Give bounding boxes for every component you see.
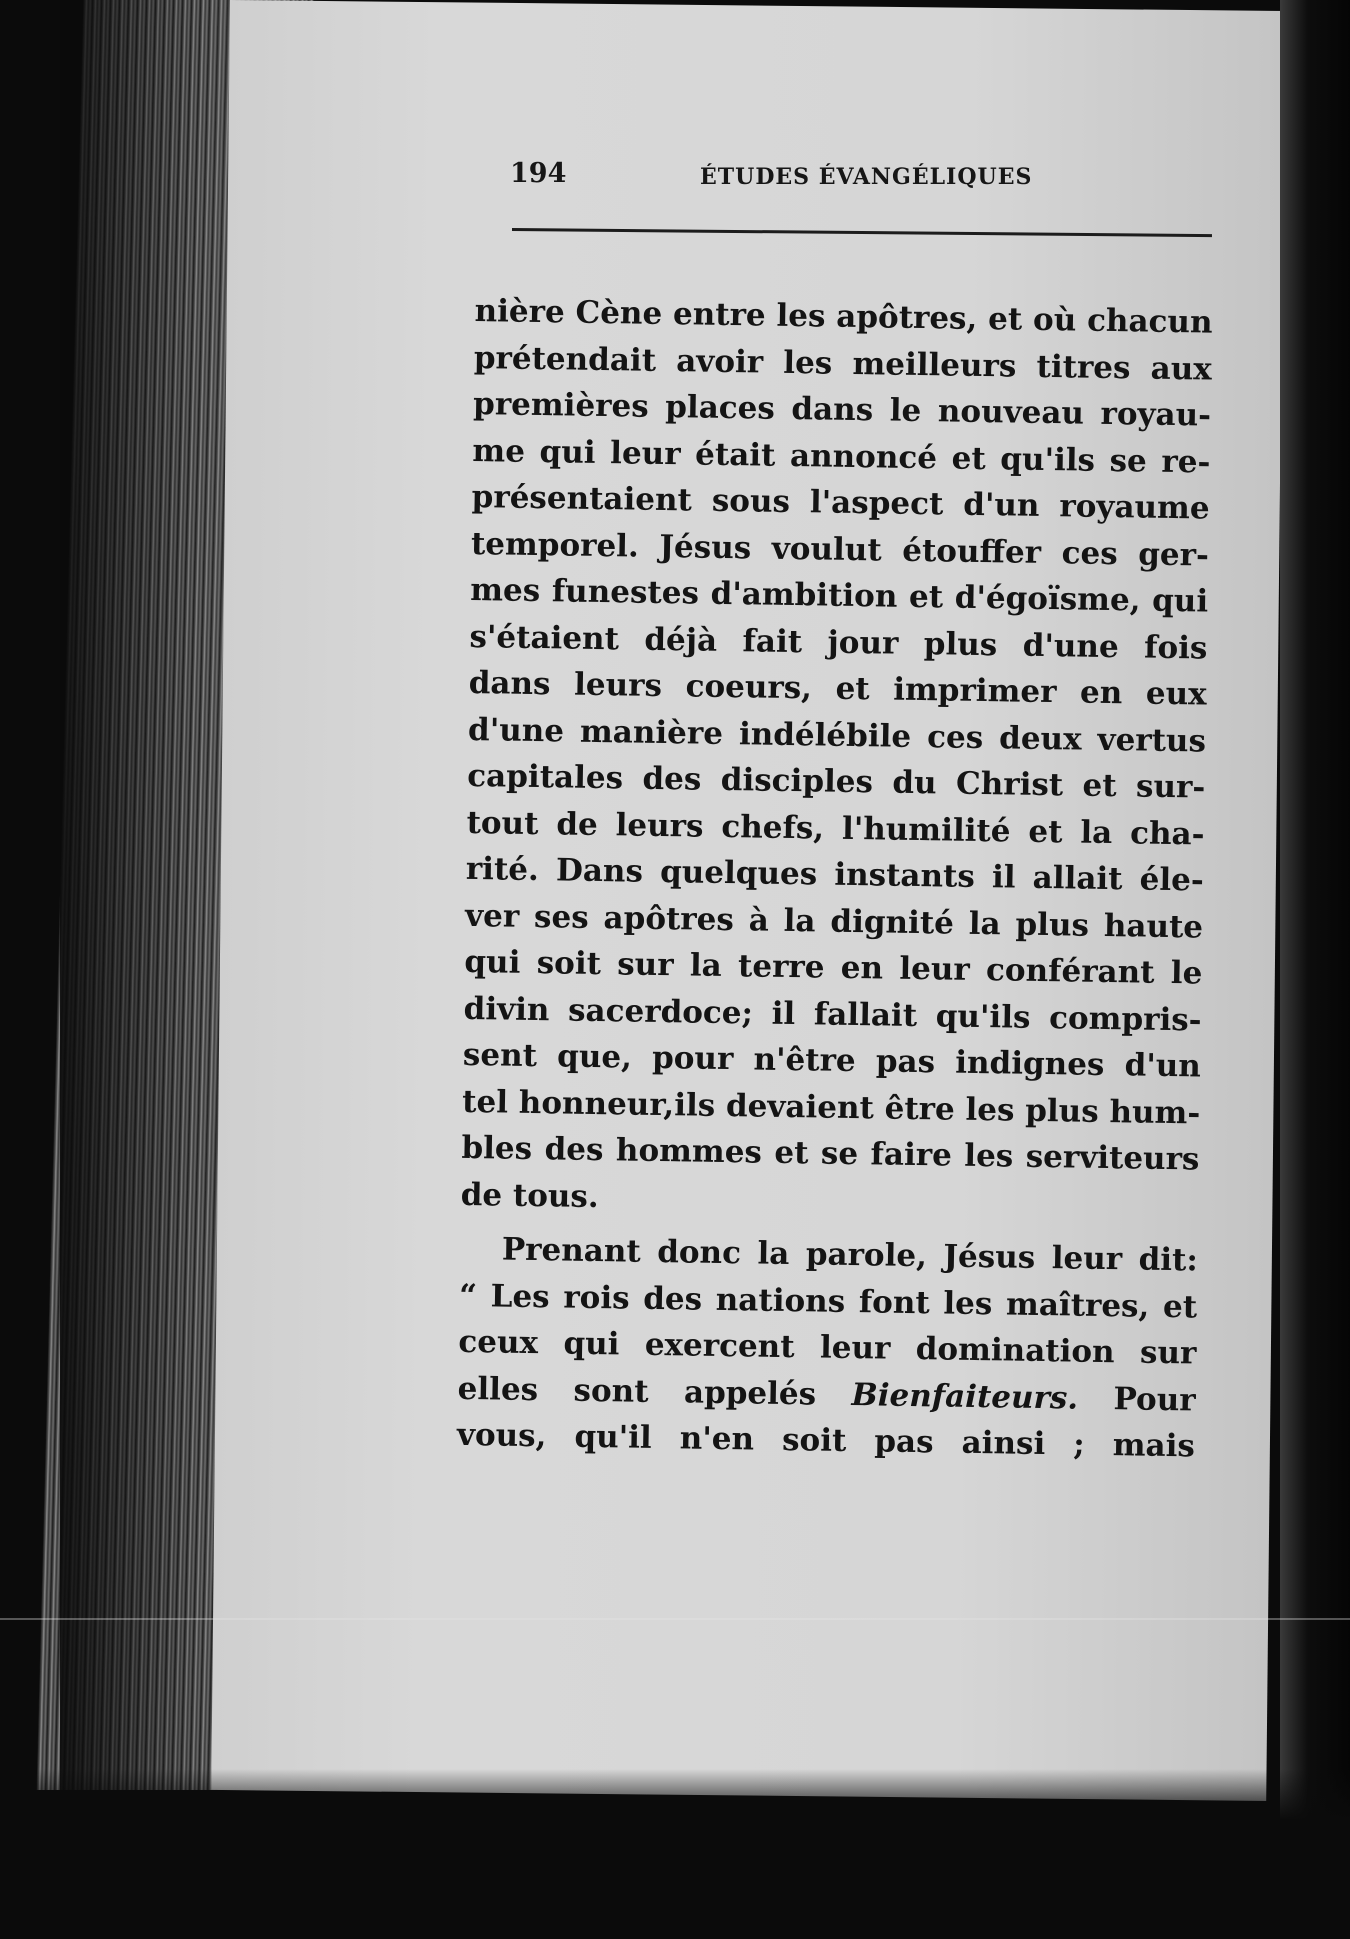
text-line: nière Cène entre les apôtres, et où chacun (474, 292, 1213, 341)
text-line: Prenant donc la parole, Jésus leur dit: (501, 1231, 1199, 1279)
text-line: d'une manière indélébile ces deux vertus (467, 711, 1207, 760)
text-line: divin sacerdoce; il fallait qu'ils compris- (463, 990, 1202, 1039)
scan-background (0, 1769, 1350, 1939)
text-fragment: Pour (1113, 1380, 1196, 1418)
text-line: rité. Dans quelques instants il allait éle- (465, 850, 1205, 899)
text-line: s'étaient déjà fait jour plus d'une fois (469, 618, 1208, 667)
book-gutter (1280, 0, 1350, 1939)
text-line: “ Les rois des nations font les maîtres, et (458, 1277, 1198, 1325)
text-line: de tous. (460, 1176, 600, 1215)
page-number: 194 (510, 158, 567, 189)
text-line: vous, qu'il n'en soit pas ainsi ; mais (456, 1416, 1196, 1465)
body-text (457, 288, 1213, 1470)
text-fragment: elles sont appelés (457, 1370, 817, 1412)
text-line: mes funestes d'ambition et d'égoïsme, qui (469, 571, 1209, 620)
running-head (510, 158, 1210, 198)
text-line: qui soit sur la terre en leur conférant le (464, 943, 1203, 992)
text-line: me qui leur était annoncé et qu'ils se re- (472, 432, 1211, 481)
text-line: sent que, pour n'être pas indignes d'un (462, 1036, 1202, 1085)
text-line: prétendait avoir les meilleurs titres aux (473, 339, 1213, 388)
text-line: premières places dans le nouveau royau- (472, 385, 1212, 434)
text-line: présentaient sous l'aspect d'un royaume (471, 478, 1210, 527)
text-line: ceux qui exercent leur domination sur (458, 1323, 1197, 1372)
text-line: bles des hommes et se faire les serviteurs (461, 1129, 1200, 1178)
running-title: ÉTUDES ÉVANGÉLIQUES (700, 164, 1033, 190)
text-line: dans leurs coeurs, et imprimer en eux (468, 664, 1207, 713)
text-line: capitales des disciples du Christ et sur- (467, 757, 1206, 806)
italic-term: Bienfaiteurs. (851, 1376, 1079, 1417)
scan-artifact-line (0, 1618, 1350, 1620)
text-line: temporel. Jésus voulut étouffer ces ger- (470, 525, 1210, 574)
text-line: tout de leurs chefs, l'humilité et la cha- (466, 804, 1205, 853)
text-line: ver ses apôtres à la dignité la plus haute (464, 897, 1204, 946)
text-line: tel honneur,ils devaient être les plus hum- (461, 1083, 1201, 1131)
